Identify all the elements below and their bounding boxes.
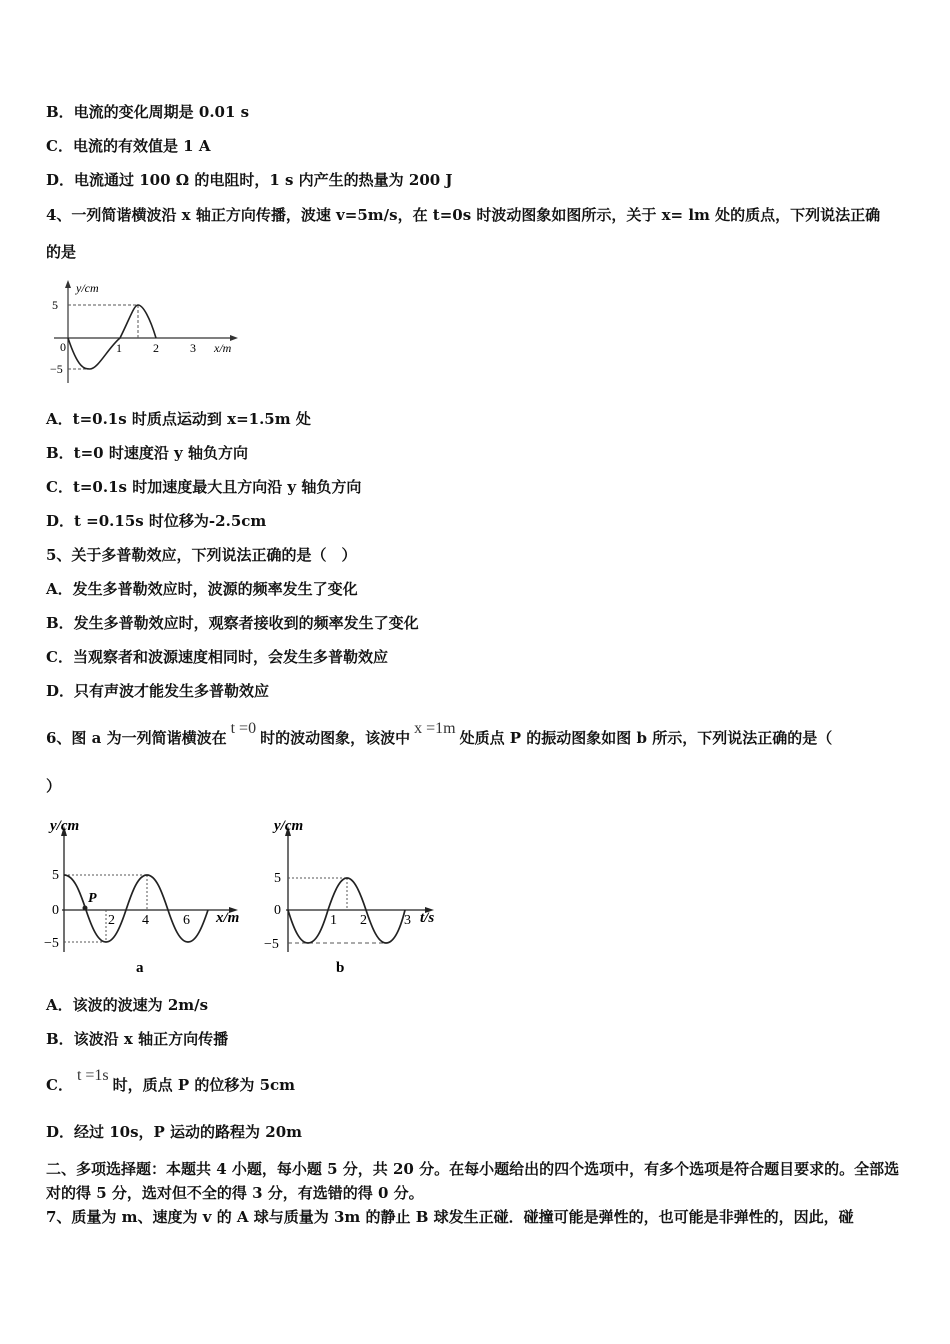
q6-math-x1: x =1m [414,720,456,737]
q6b-tick-origin: 0 [274,903,281,918]
q6a-tick-x-6: 6 [183,913,190,928]
q6-stem-mid: 时的波动图象，该波中 [260,729,411,747]
q3-option-c: C．电流的有效值是 1 A [46,137,211,155]
q4-option-b: B．t=0 时速度沿 y 轴负方向 [46,444,248,462]
q6a-tick-y-5: 5 [52,868,59,883]
q4-option-a: A．t=0.1s 时质点运动到 x=1.5m 处 [46,410,311,428]
q6-math-t1: t =1s [76,1067,109,1084]
q6-stem [46,720,833,749]
q3-option-b: B．电流的变化周期是 0.01 s [46,103,250,121]
q6-stem-pre: 6、图 a 为一列简谐横波在 [46,729,227,747]
q6a-point-p: P [88,891,97,906]
q5-option-d: D．只有声波才能发生多普勒效应 [46,682,270,700]
q4-tick-y-neg5: −5 [50,362,63,376]
q5-option-a: A．发生多普勒效应时，波源的频率发生了变化 [46,580,358,598]
q4-option-c: C．t=0.1s 时加速度最大且方向沿 y 轴负方向 [46,478,362,496]
q4-tick-origin: 0 [60,340,66,354]
q6b-tick-x-1: 1 [330,913,337,928]
q3-option-d: D．电流通过 100 Ω 的电阻时，1 s 内产生的热量为 200 J [46,171,453,189]
q6a-tick-x-4: 4 [142,913,149,928]
q4-tick-x-1: 1 [116,341,122,355]
q6-graph-b [258,812,448,980]
q6a-x-label: x/m [216,910,240,926]
q4-wave-graph [48,278,248,388]
q4-option-d: D．t =0.15s 时位移为-2.5cm [46,512,267,530]
q5-stem: 5、关于多普勒效应，下列说法正确的是（ ） [46,546,357,564]
q6-option-c-text: 时，质点 P 的位移为 5cm [112,1076,296,1094]
q6b-y-label: y/cm [274,818,304,834]
q6b-caption: b [336,960,345,976]
q4-tick-x-3: 3 [190,341,196,355]
q6b-tick-x-2: 2 [360,913,367,928]
q6-option-b: B．该波沿 x 轴正方向传播 [46,1030,229,1048]
q6-option-c-prefix: C． [46,1076,73,1094]
q5-option-b: B．发生多普勒效应时，观察者接收到的频率发生了变化 [46,614,419,632]
q6-graph-a [40,812,255,980]
q6b-x-label: t/s [420,910,435,926]
q4-tick-y-5: 5 [52,298,58,312]
q6-stem-close: ） [46,777,62,795]
q6-math-t0: t =0 [230,720,257,737]
q6a-caption: a [136,960,144,976]
section2-header: 二、多项选择题：本题共 4 小题，每小题 5 分，共 20 分。在每小题给出的四个选项中，有多个选项是符合题目要求的。全部选对的得 5 分，选对但不全的得 3 分，有选错的得 0 分。 [46,1160,900,1202]
q6a-tick-x-2: 2 [108,913,115,928]
q6-stem-post: 处质点 P 的振动图象如图 b 所示，下列说法正确的是（ [459,729,833,747]
q7-stem: 7、质量为 m、速度为 v 的 A 球与质量为 3m 的静止 B 球发生正碰．碰撞可能是弹性的，也可能是非弹性的，因此，碰 [46,1208,854,1226]
q4-y-label: y/cm [76,281,99,295]
q4-stem-line2: 的是 [46,243,77,261]
q6a-tick-origin: 0 [52,903,59,918]
q4-x-label: x/m [214,341,232,355]
q6b-tick-x-3: 3 [404,913,411,928]
q6-option-d: D．经过 10s，P 运动的路程为 20m [46,1123,303,1141]
q6b-tick-y-neg5: −5 [264,937,279,952]
q4-tick-x-2: 2 [153,341,159,355]
q6-option-c [46,1067,296,1096]
q4-stem-line1: 4、一列简谐横波沿 x 轴正方向传播，波速 v=5m/s，在 t=0s 时波动图象如图所示，关于 x= lm 处的质点，下列说法正确 [46,206,881,224]
q6a-tick-y-neg5: −5 [44,936,59,951]
q5-option-c: C．当观察者和波源速度相同时，会发生多普勒效应 [46,648,388,666]
q6a-y-label: y/cm [50,818,80,834]
q6-option-a: A．该波的波速为 2m/s [46,996,209,1014]
q6b-tick-y-5: 5 [274,871,281,886]
